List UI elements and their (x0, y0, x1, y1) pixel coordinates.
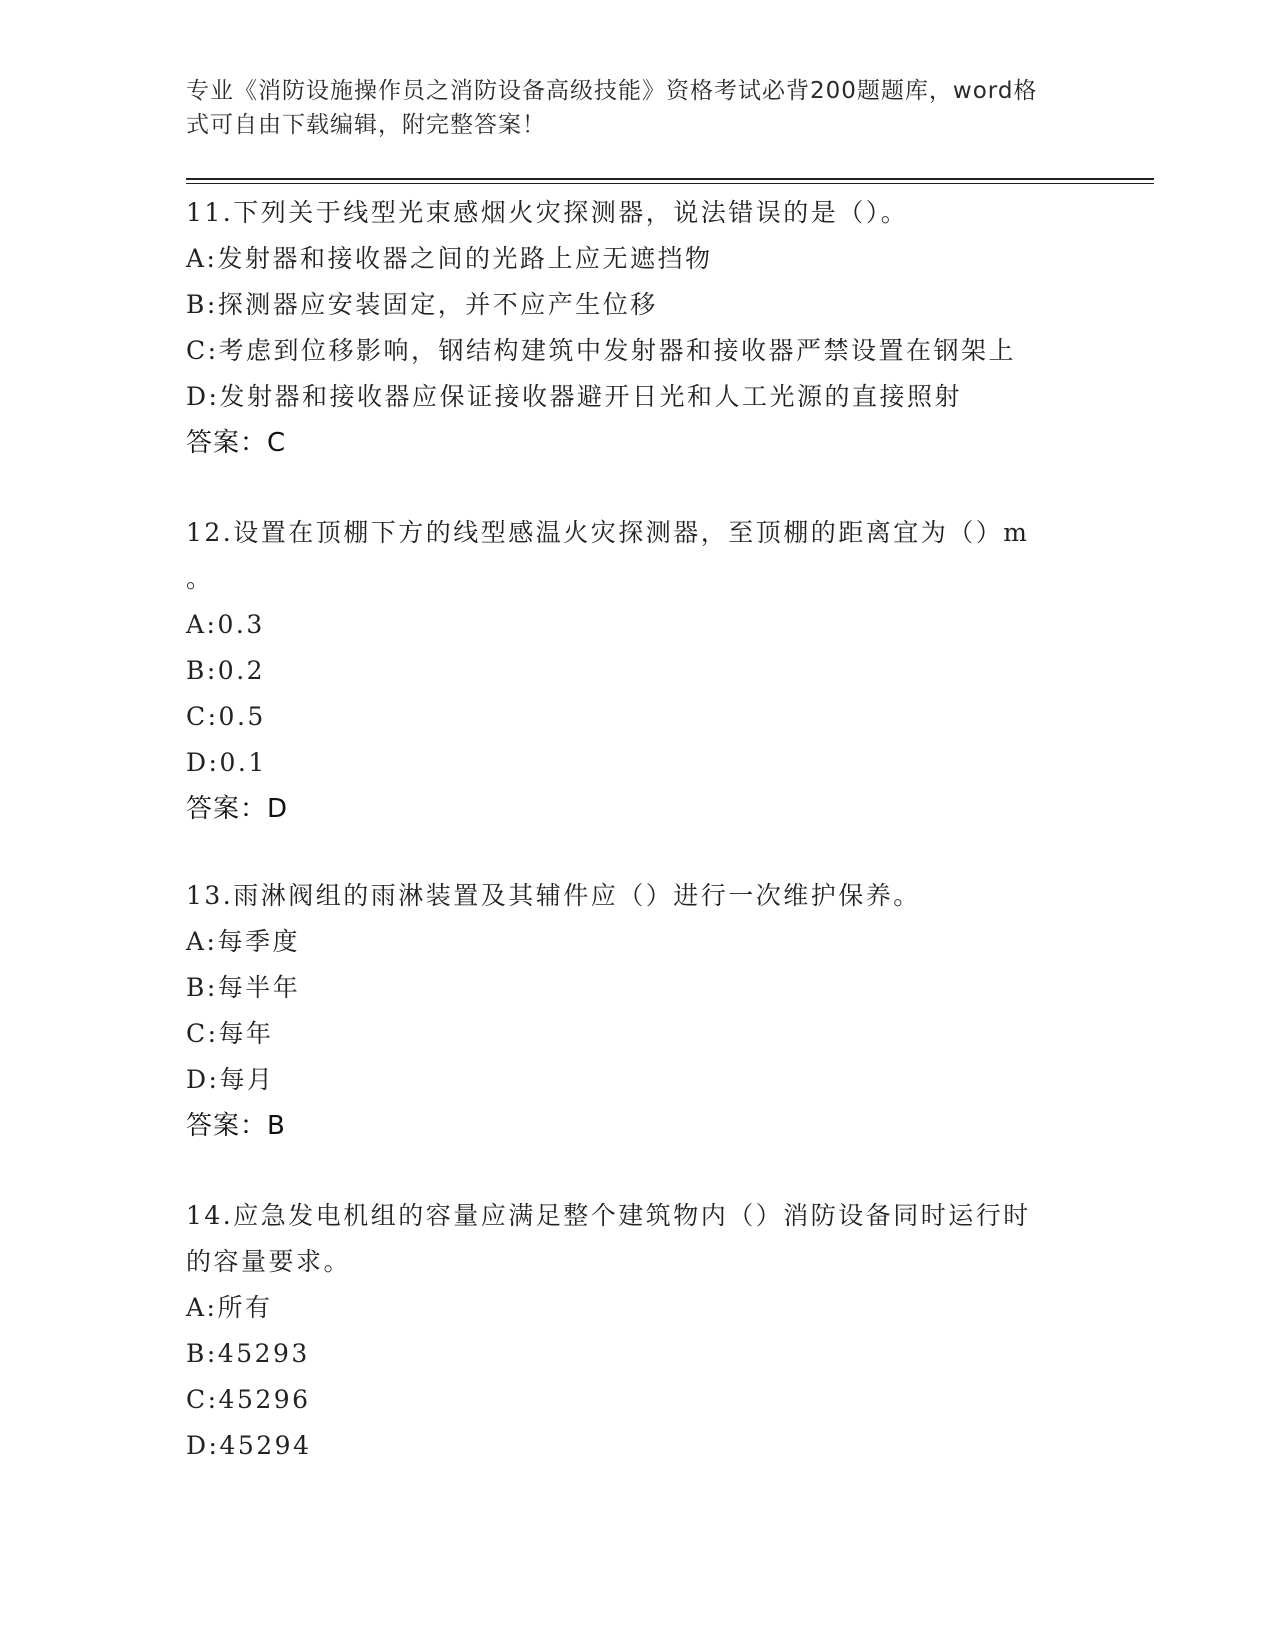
answer-line: 答案：C (186, 428, 287, 458)
question-11 (186, 190, 1086, 466)
option-d: D:每月 (186, 1065, 275, 1094)
header-divider-thick (186, 178, 1154, 180)
answer-line: 答案：B (186, 1111, 286, 1141)
document-header (186, 74, 1066, 142)
option-a: A:0.3 (186, 610, 265, 639)
option-d: D:0.1 (186, 748, 267, 777)
option-a: A:发射器和接收器之间的光路上应无遮挡物 (186, 244, 713, 273)
option-d: D:45294 (186, 1431, 312, 1460)
header-line-1: 专业《消防设施操作员之消防设备高级技能》资格考试必背200题题库，word格 (186, 78, 1038, 104)
question-13 (186, 873, 1086, 1149)
option-b: B:0.2 (186, 656, 266, 685)
question-stem-continued: 。 (186, 564, 214, 593)
question-14 (186, 1193, 1086, 1469)
option-c: C:考虑到位移影响，钢结构建筑中发射器和接收器严禁设置在钢架上 (186, 336, 1017, 365)
question-stem: 12.设置在顶棚下方的线型感温火灾探测器，至顶棚的距离宜为（）m (186, 518, 1030, 547)
question-stem-continued: 的容量要求。 (186, 1247, 352, 1276)
option-c: C:每年 (186, 1019, 274, 1048)
question-stem: 14.应急发电机组的容量应满足整个建筑物内（）消防设备同时运行时 (186, 1201, 1031, 1230)
option-c: C:0.5 (186, 702, 266, 731)
option-d: D:发射器和接收器应保证接收器避开日光和人工光源的直接照射 (186, 382, 962, 411)
option-b: B:探测器应安装固定，并不应产生位移 (186, 290, 658, 319)
option-a: A:每季度 (186, 927, 300, 956)
option-c: C:45296 (186, 1385, 311, 1414)
question-stem: 11.下列关于线型光束感烟火灾探测器，说法错误的是（）。 (186, 198, 909, 227)
option-b: B:每半年 (186, 973, 301, 1002)
answer-line: 答案：D (186, 794, 289, 824)
option-b: B:45293 (186, 1339, 310, 1368)
option-a: A:所有 (186, 1293, 273, 1322)
question-12 (186, 510, 1086, 832)
header-divider-thin (186, 183, 1154, 184)
header-line-2: 式可自由下载编辑，附完整答案！ (186, 112, 546, 138)
question-stem: 13.雨淋阀组的雨淋装置及其辅件应（）进行一次维护保养。 (186, 881, 921, 910)
